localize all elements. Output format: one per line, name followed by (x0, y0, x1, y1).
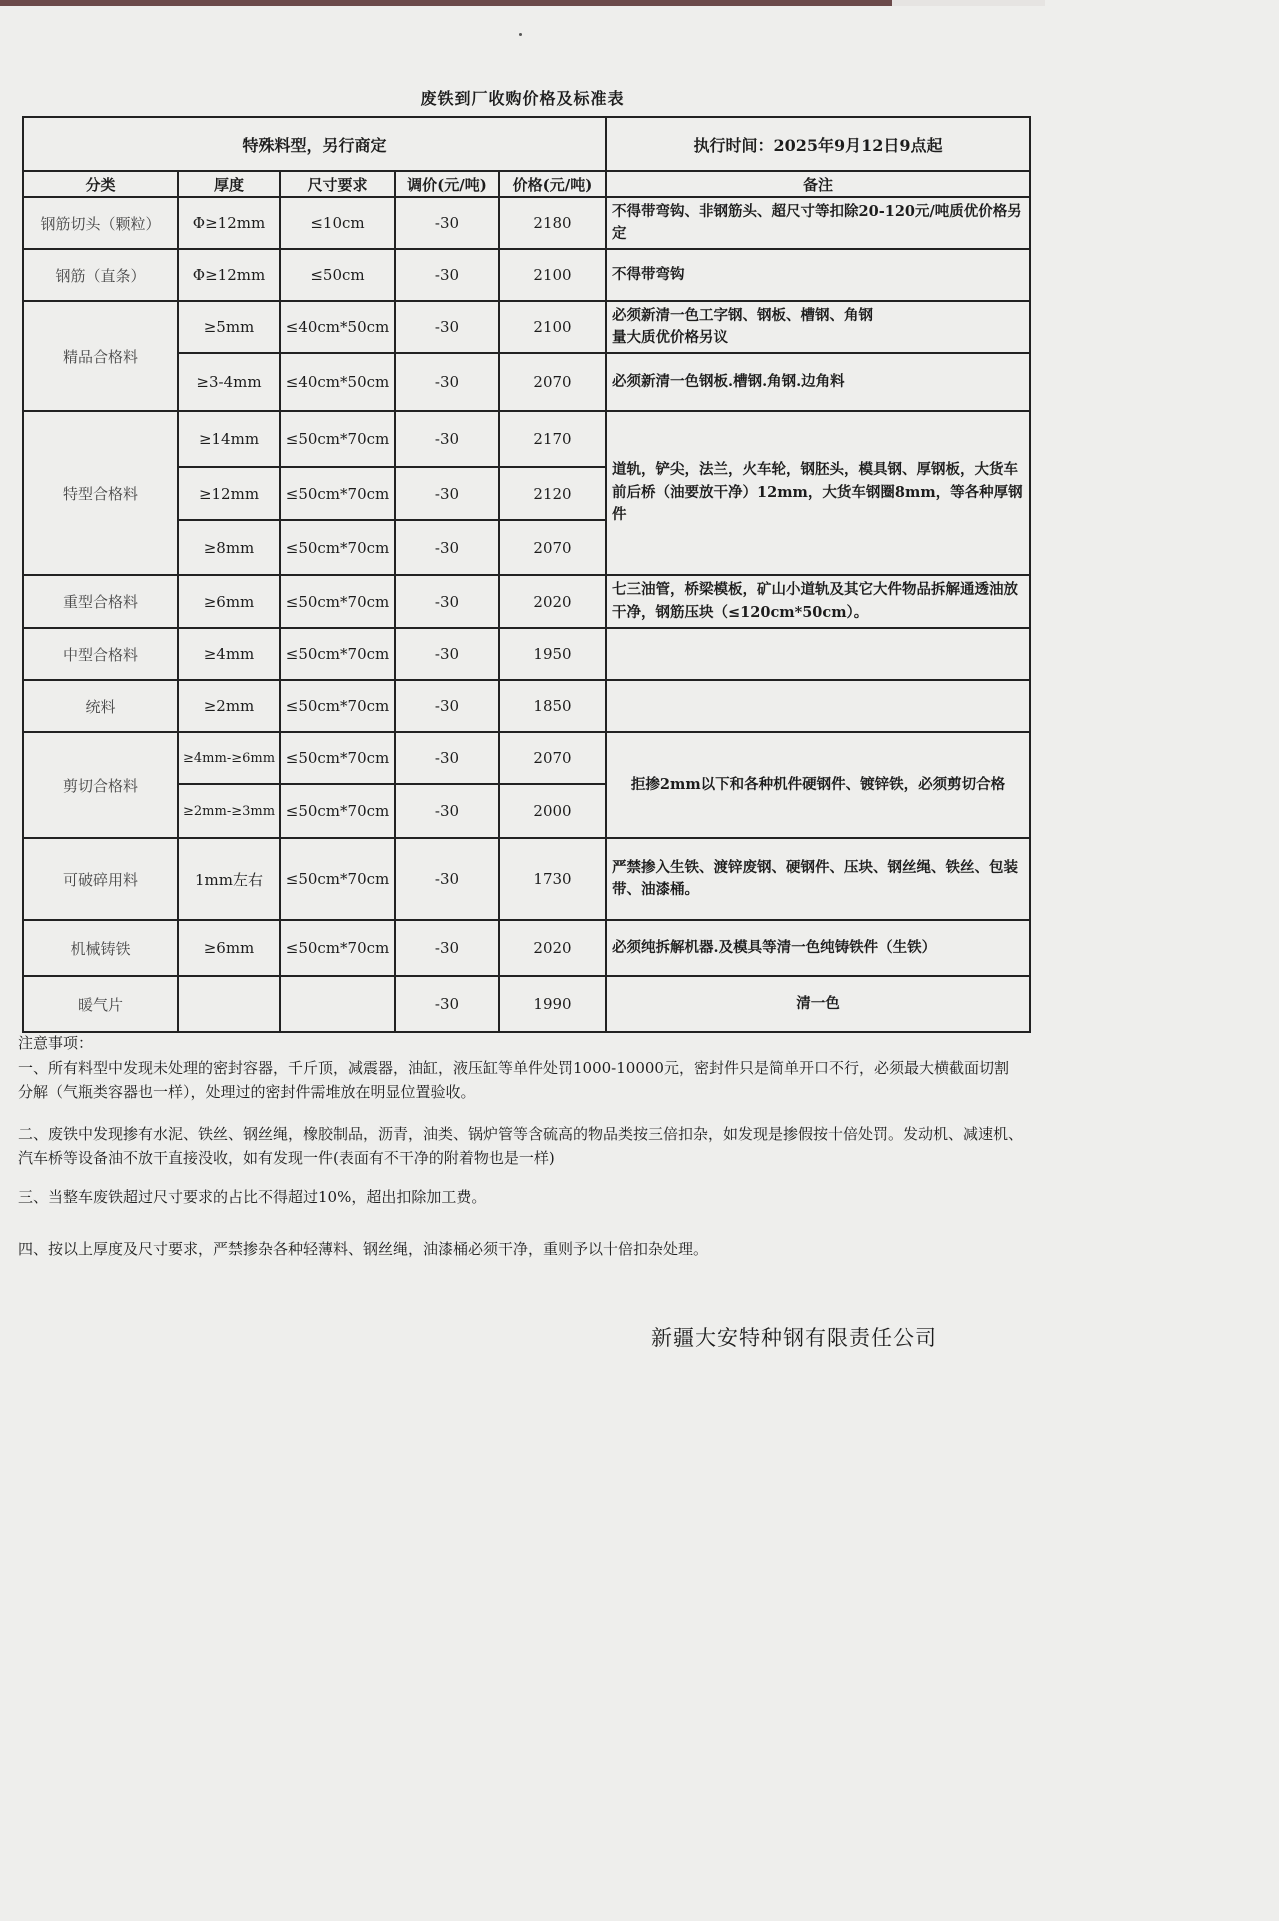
table-row (23, 920, 1030, 976)
table-row (23, 976, 1030, 1032)
adjust-cell: -30 (395, 197, 499, 249)
price-cell: 1730 (499, 838, 606, 920)
adjust-cell: -30 (395, 920, 499, 976)
note-cell: 必须新清一色钢板.槽钢.角钢.边角料 (606, 353, 1030, 411)
size-cell: ≤50cm*70cm (280, 784, 395, 838)
price-table (22, 116, 1031, 1033)
note-cell: 清一色 (606, 976, 1030, 1032)
size-cell: ≤50cm*70cm (280, 680, 395, 732)
thickness-cell: ≥8mm (178, 520, 280, 575)
category-cell: 精品合格料 (23, 301, 178, 411)
note-cell: 道轨，铲尖，法兰，火车轮，钢胚头，模具钢、厚钢板，大货车前后桥（油要放干净）12mm，大货车钢圈8mm，等各种厚钢件 (606, 411, 1030, 575)
size-cell: ≤50cm*70cm (280, 467, 395, 520)
thickness-cell: Φ≥12mm (178, 197, 280, 249)
thickness-cell: ≥14mm (178, 411, 280, 467)
note-cell: 不得带弯钩 (606, 249, 1030, 301)
col-header-adjust: 调价(元/吨) (395, 171, 499, 197)
table-top-row (23, 117, 1030, 171)
thickness-cell: Φ≥12mm (178, 249, 280, 301)
price-cell: 1990 (499, 976, 606, 1032)
notes-heading: 注意事项： (18, 1034, 94, 1052)
adjust-cell: -30 (395, 520, 499, 575)
category-cell: 钢筋（直条） (23, 249, 178, 301)
adjust-cell: -30 (395, 628, 499, 680)
note-cell (606, 680, 1030, 732)
table-row (23, 838, 1030, 920)
col-header-thickness: 厚度 (178, 171, 280, 197)
note-cell: 必须新清一色工字钢、钢板、槽钢、角钢 量大质优价格另议 (606, 301, 1030, 353)
price-cell: 1950 (499, 628, 606, 680)
price-cell: 2020 (499, 920, 606, 976)
table-row (23, 680, 1030, 732)
thickness-cell: ≥6mm (178, 575, 280, 628)
top-edge-band-light (892, 0, 1045, 6)
size-cell: ≤40cm*50cm (280, 301, 395, 353)
adjust-cell: -30 (395, 301, 499, 353)
note-cell (606, 628, 1030, 680)
size-cell: ≤50cm*70cm (280, 520, 395, 575)
paper-speck (519, 33, 522, 36)
size-cell: ≤50cm*70cm (280, 838, 395, 920)
size-cell: ≤50cm*70cm (280, 628, 395, 680)
category-cell: 暖气片 (23, 976, 178, 1032)
table-row (23, 301, 1030, 353)
note-cell: 不得带弯钩、非钢筋头、超尺寸等扣除20-120元/吨质优价格另定 (606, 197, 1030, 249)
price-cell: 2070 (499, 353, 606, 411)
top-edge-band (0, 0, 1045, 6)
category-cell: 钢筋切头（颗粒） (23, 197, 178, 249)
category-cell: 统料 (23, 680, 178, 732)
note-item-1: 一、所有料型中发现未处理的密封容器，千斤顶，减震器，油缸，液压缸等单件处罚1000-10000元，密封件只是简单开口不行，必须最大横截面切割分解（气瓶类容器也一样），处理过的密封件需堆放在明显位置验收。 (18, 1059, 1009, 1101)
special-material-header: 特殊料型，另行商定 (23, 117, 606, 171)
adjust-cell: -30 (395, 249, 499, 301)
col-header-note: 备注 (606, 171, 1030, 197)
size-cell: ≤50cm*70cm (280, 575, 395, 628)
thickness-cell: 1mm左右 (178, 838, 280, 920)
table-row (23, 732, 1030, 784)
note-item-3: 三、当整车废铁超过尺寸要求的占比不得超过10%，超出扣除加工费。 (18, 1188, 487, 1206)
note-item-2: 二、废铁中发现掺有水泥、铁丝、钢丝绳，橡胶制品，沥青，油类、锅炉管等含硫高的物品类按三倍扣杂，如发现是掺假按十倍处罚。发动机、减速机、汽车桥等设备油不放干直接没收，如有发现一件(表面有不干净的附着物也是一样) (18, 1125, 1024, 1167)
price-cell: 2170 (499, 411, 606, 467)
price-cell: 2070 (499, 732, 606, 784)
size-cell: ≤50cm*70cm (280, 920, 395, 976)
thickness-cell: ≥12mm (178, 467, 280, 520)
adjust-cell: -30 (395, 838, 499, 920)
size-cell: ≤50cm*70cm (280, 411, 395, 467)
adjust-cell: -30 (395, 575, 499, 628)
size-cell: ≤10cm (280, 197, 395, 249)
note-cell: 七三油管，桥梁模板，矿山小道轨及其它大件物品拆解通透油放干净，钢筋压块（≤120cm*50cm）。 (606, 575, 1030, 628)
size-cell (280, 976, 395, 1032)
size-cell: ≤50cm*70cm (280, 732, 395, 784)
size-cell: ≤40cm*50cm (280, 353, 395, 411)
price-cell: 2180 (499, 197, 606, 249)
price-cell: 2020 (499, 575, 606, 628)
table-row (23, 197, 1030, 249)
document-title: 废铁到厂收购价格及标准表 (420, 89, 625, 108)
adjust-cell: -30 (395, 976, 499, 1032)
category-cell: 可破碎用料 (23, 838, 178, 920)
adjust-cell: -30 (395, 353, 499, 411)
category-cell: 特型合格料 (23, 411, 178, 575)
adjust-cell: -30 (395, 680, 499, 732)
category-cell: 中型合格料 (23, 628, 178, 680)
col-header-price: 价格(元/吨) (499, 171, 606, 197)
table-row (23, 411, 1030, 467)
note-cell: 必须纯拆解机器.及模具等清一色纯铸铁件（生铁） (606, 920, 1030, 976)
price-cell: 2100 (499, 249, 606, 301)
thickness-cell: ≥3-4mm (178, 353, 280, 411)
price-cell: 2000 (499, 784, 606, 838)
price-cell: 2100 (499, 301, 606, 353)
col-header-size: 尺寸要求 (280, 171, 395, 197)
table-row (23, 628, 1030, 680)
price-cell: 2120 (499, 467, 606, 520)
adjust-cell: -30 (395, 467, 499, 520)
table-header-row (23, 171, 1030, 197)
note-item-4: 四、按以上厚度及尺寸要求，严禁掺杂各种轻薄料、钢丝绳，油漆桶必须干净，重则予以十倍扣杂处理。 (18, 1240, 709, 1258)
thickness-cell: ≥4mm (178, 628, 280, 680)
size-cell: ≤50cm (280, 249, 395, 301)
thickness-cell (178, 976, 280, 1032)
category-cell: 剪切合格料 (23, 732, 178, 838)
note-cell: 拒掺2mm以下和各种机件硬钢件、镀锌铁，必须剪切合格 (606, 732, 1030, 838)
thickness-cell: ≥6mm (178, 920, 280, 976)
col-header-category: 分类 (23, 171, 178, 197)
note-cell: 严禁掺入生铁、渡锌废钢、硬钢件、压块、钢丝绳、铁丝、包装带、油漆桶。 (606, 838, 1030, 920)
thickness-cell: ≥4mm-≥6mm (178, 732, 280, 784)
adjust-cell: -30 (395, 784, 499, 838)
table-row (23, 249, 1030, 301)
table-row (23, 575, 1030, 628)
effective-time-header: 执行时间：2025年9月12日9点起 (606, 117, 1030, 171)
adjust-cell: -30 (395, 411, 499, 467)
thickness-cell: ≥5mm (178, 301, 280, 353)
category-cell: 机械铸铁 (23, 920, 178, 976)
thickness-cell: ≥2mm (178, 680, 280, 732)
price-cell: 2070 (499, 520, 606, 575)
company-name: 新疆大安特种钢有限责任公司 (651, 1326, 937, 1350)
thickness-cell: ≥2mm-≥3mm (178, 784, 280, 838)
adjust-cell: -30 (395, 732, 499, 784)
category-cell: 重型合格料 (23, 575, 178, 628)
price-cell: 1850 (499, 680, 606, 732)
